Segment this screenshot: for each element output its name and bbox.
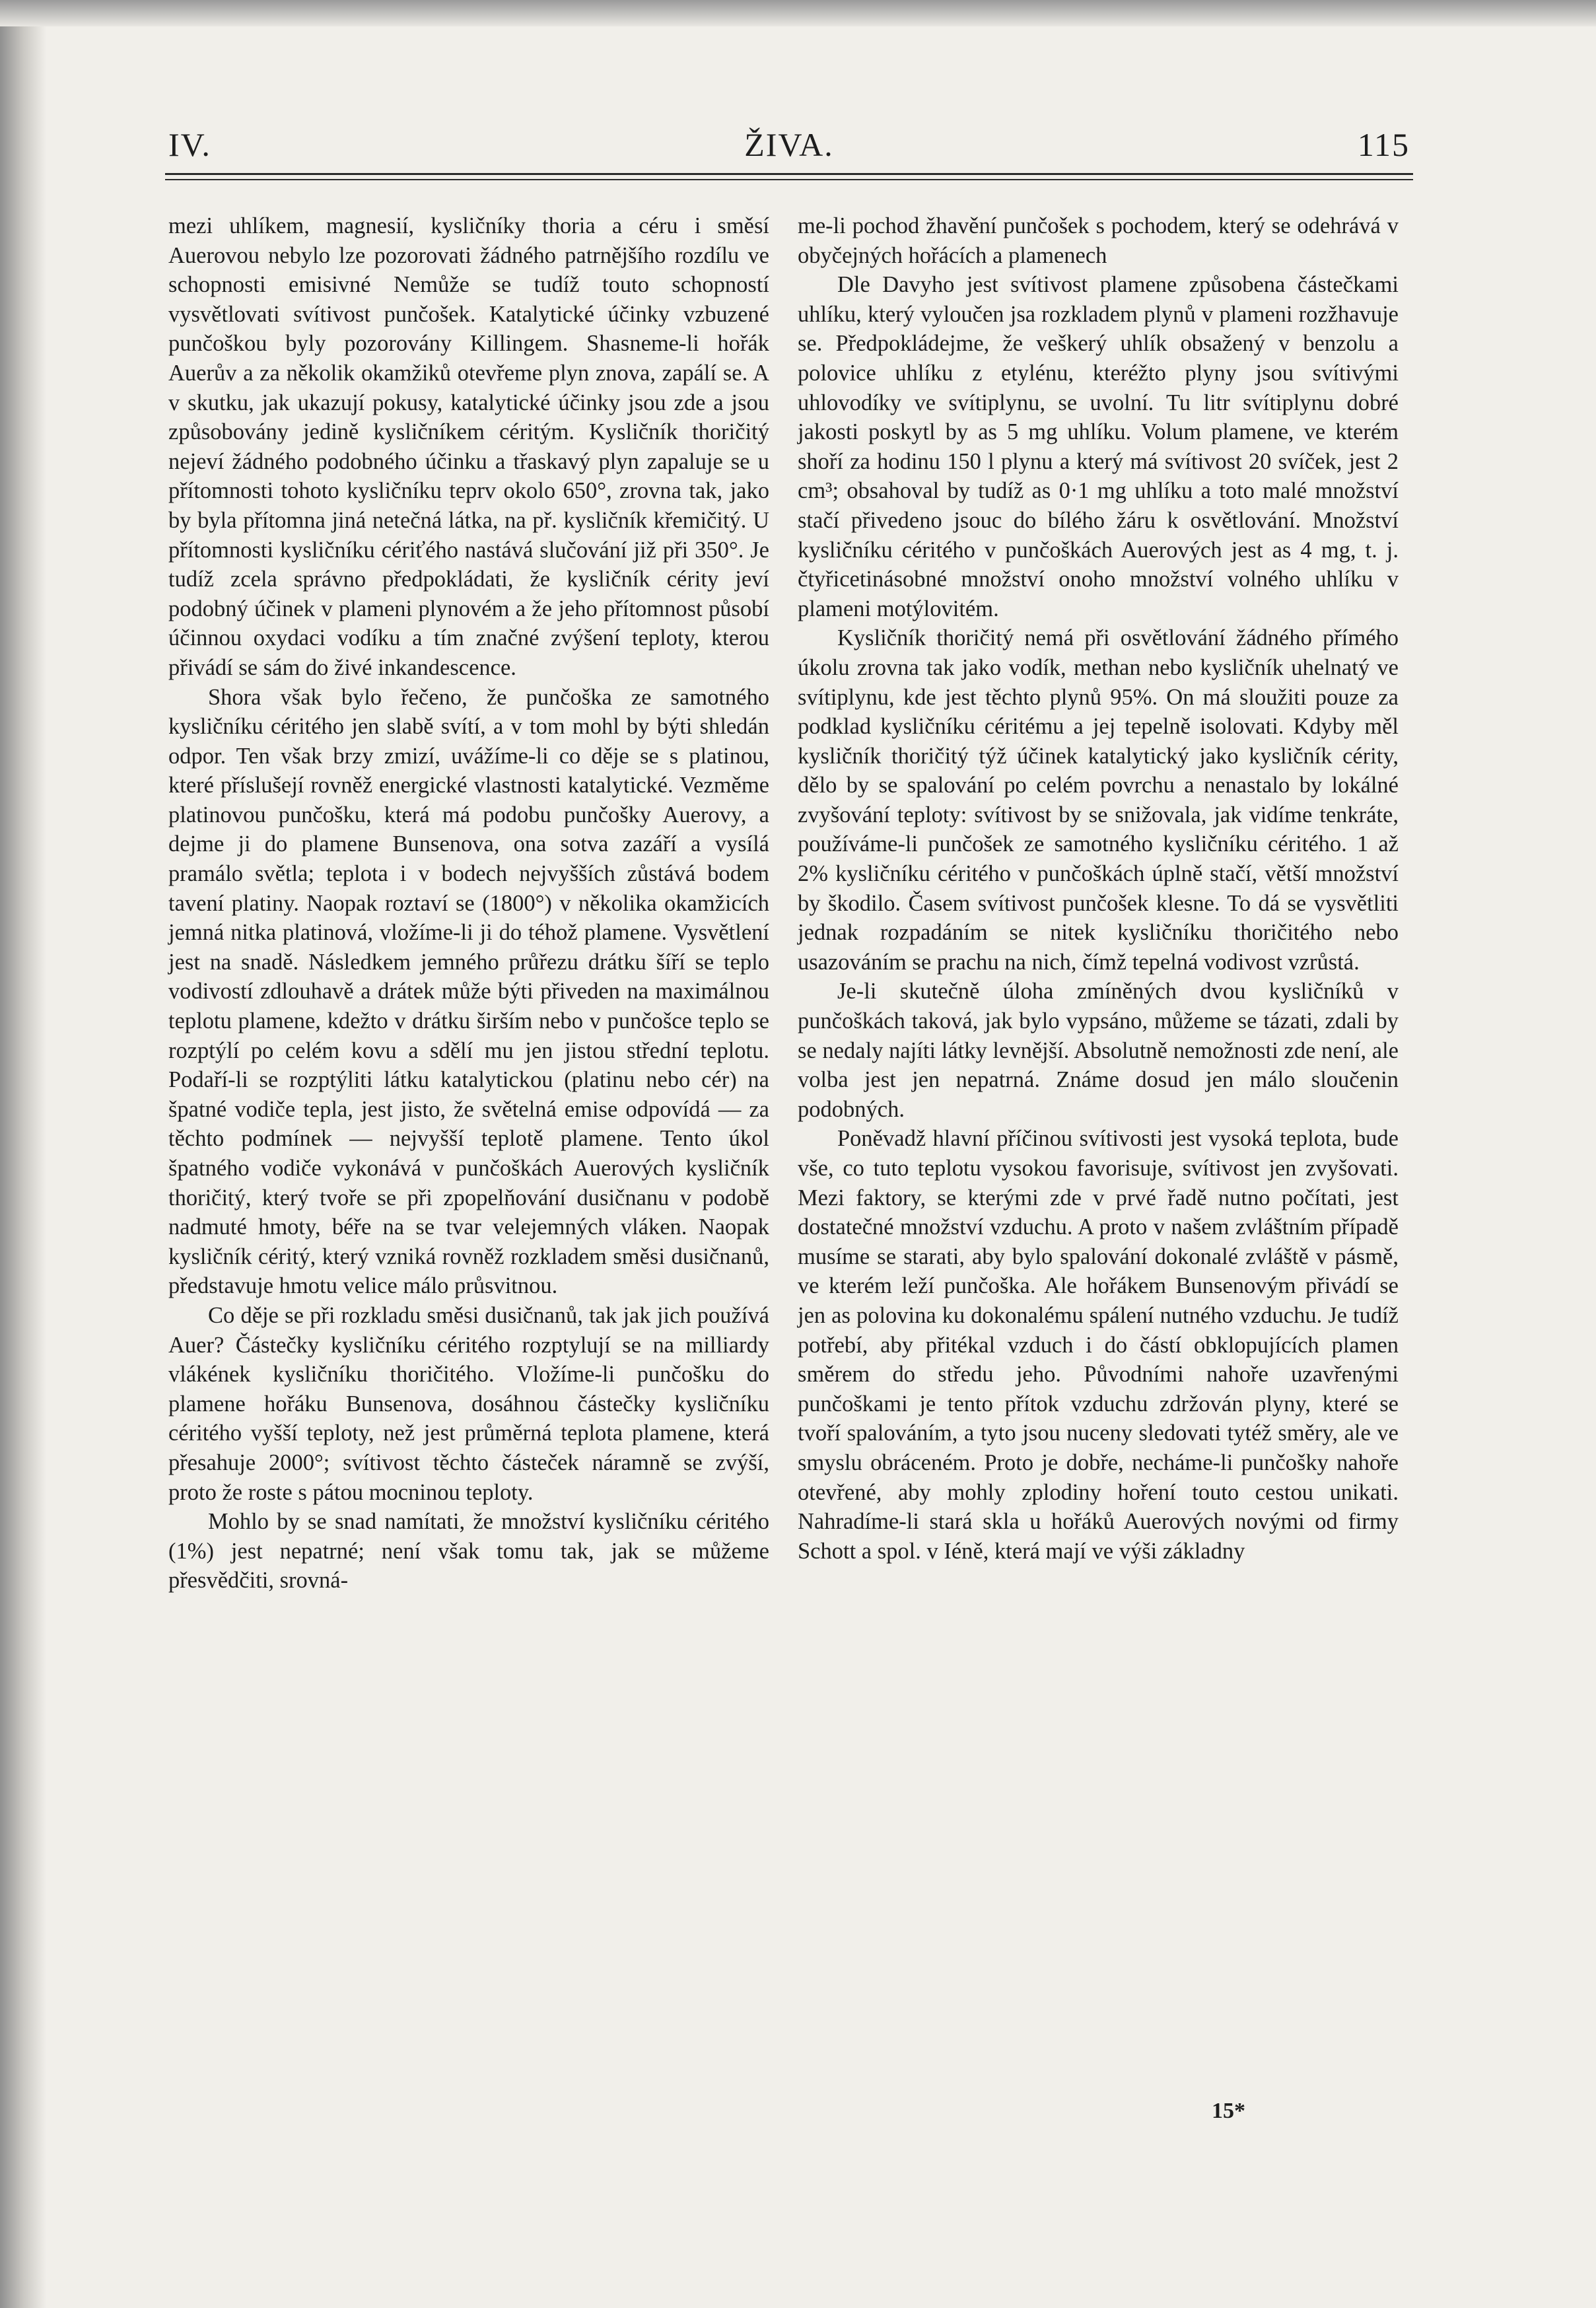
- header-rule-top: [165, 173, 1413, 175]
- header-rule-bottom: [165, 179, 1413, 180]
- left-column: [168, 211, 769, 1595]
- journal-title: ŽIVA.: [744, 126, 834, 163]
- scan-edge-shadow: [0, 0, 46, 2308]
- paragraph: mezi uhlíkem, magnesií, kysličníky thoria a céru i směsí Auerovou nebylo lze pozorovati žádného patrnějšího rozdílu ve schopnosti emisivné Nemůže se tudíž touto schopností vysvětlovati svítivost punčošek. Katalytické účinky vzbuzené punčoškou byly pozorovány Killingem. Shasneme-li hořák Auerův a za několik okamžiků otevřeme plyn znova, zapálí se. A v skutku, jak ukazují pokusy, katalytické účinky jsou zde a jsou způsobovány jedině kysličníkem céritým. Kysličník thoričitý nejeví žádného podobného účinku a třaskavý plyn zapaluje se u přítomnosti tohoto kysličníku teprv okolo 650°, zrovna tak, jako by byla přítomna jiná netečná látka, na př. kysličník křemičitý. U přítomnosti kysličníku cériťého nastává slučování již při 350°. Je tudíž zcela správno předpokládati, že kysličník cérity jeví podobný účinek v plameni plynovém a že jeho přítomnost působí účinnou oxydaci vodíku a tím značné zvýšení teploty, kterou přivádí se sám do živé inkandescence.: [168, 213, 769, 680]
- paragraph: Poněvadž hlavní příčinou svítivosti jest vysoká teplota, bude vše, co tuto teplotu vysokou favorisuje, svítivost jen zvyšovati. Mezi faktory, se kterými zde v prvé řadě nutno počítati, jest dostatečné množství vzduchu. A proto v našem zvláštním případě musíme se starati, aby bylo spalování dokonalé zvláště v pásmě, ve kterém leží punčoška. Ale hořákem Bunsenovým přivádí se jen as polovina ku dokonalému spálení nutného vzduchu. Je tudíž potřebí, aby přitékal vzduch i do částí obklopujících plamen směrem do středu jeho. Původními nahoře uzavřenými punčoškami je tento přítok vzduchu zdržován plyny, které se tvoří spalováním, a tyto jsou nuceny sledovati tytéž směry, ale ve smyslu obráceném. Proto je dobře, necháme-li punčošky nahoře otevřené, aby mohly zplodiny hoření touto cestou unikati. Nahradíme-li stará skla u hořáků Auerových novými od firmy Schott a spol. v Iéně, která mají ve výši základny: [798, 1126, 1399, 1564]
- paragraph: Kysličník thoričitý nemá při osvětlování žádného přímého úkolu zrovna tak jako vodík, methan nebo kysličník uhelnatý ve svítiplynu, kde jest těchto plynů 95%. On má sloužiti pouze za podklad kysličníku céritému a jej tepelně isolovati. Kdyby měl kysličník thoričitý týž účinek katalytický jako kysličník cérity, dělo by se spalování po celém povrchu a nenastalo by lokálné zvyšování teploty: svítivost by se snižovala, jak vidíme tenkráte, používáme-li punčošek ze samotného kysličníku céritého. 1 až 2% kysličníku céritého v punčoškách úplně stačí, větší množství by škodilo. Časem svítivost punčošek klesne. To dá se vysvětliti jednak rozpadáním se nitek kysličníku thoričitého nebo usazováním se prachu na nich, čímž tepelná vodivost vzrůstá.: [798, 625, 1399, 975]
- paragraph: Shora však bylo řečeno, že punčoška ze samotného kysličníku céritého jen slabě svítí, a v tom mohl by býti shledán odpor. Ten však brzy zmizí, uvážíme-li co děje se s platinou, které příslušejí rovněž energické vlastnosti katalytické. Vezměme platinovou punčošku, která má podobu punčošky Auerovy, a dejme ji do plamene Bunsenova, ona sotva zazáří a vysílá pramálo světla; teplota i v bodech nejvyšších zůstává bodem tavení platiny. Naopak roztaví se (1800°) v několika okamžicích jemná nitka platinová, vložíme-li ji do téhož plamene. Vysvětlení jest na snadě. Následkem jemného průřezu drátku šíří se teplo vodivostí zdlouhavě a drátek může býti přiveden na maximálnou teplotu plamene, kdežto v drátku širším nebo v punčošce teplo se rozptýlí po celém kovu a sdělí mu jen jistou střední teplotu. Podaří-li se rozptýliti látku katalytickou (platinu nebo cér) na špatné vodiče tepla, jest jisto, že světelná emise odpovídá — za těchto podmínek — nejvyšší teplotě plamene. Tento úkol špatného vodiče vykonává v punčoškách Auerových kysličník thoričitý, který tvoře se při zpopelňování dusičnanu v podobě nadmuté hmoty, béře na se tvar velejemných vláken. Naopak kysličník céritý, který vzniká rovněž rozkladem směsi dusičnanů, představuje hmotu velice málo průsvitnou.: [168, 684, 769, 1299]
- signature-mark: 15*: [1212, 2099, 1245, 2123]
- right-column: [798, 211, 1399, 1566]
- paragraph: Mohlo by se snad namítati, že množství kysličníku céritého (1%) jest nepatrné; není však tomu tak, jak se můžeme přesvědčiti, srovná-: [168, 1509, 769, 1593]
- paragraph: Je-li skutečně úloha zmíněných dvou kysličníků v punčoškách taková, jak bylo vypsáno, můžeme se tázati, zdali by se nedaly najíti látky levnější. Absolutně nemožnosti zde není, ale volba jest jen nepatrná. Známe dosud jen málo sloučenin podobných.: [798, 979, 1399, 1122]
- paragraph: me-li pochod žhavění punčošek s pochodem, který se odehrává v obyčejných hořácích a plamenech: [798, 213, 1399, 268]
- volume-number: IV.: [168, 126, 211, 163]
- page-number: 115: [1357, 126, 1410, 163]
- scan-top-shadow: [0, 0, 1596, 26]
- paragraph: Co děje se při rozkladu směsi dusičnanů, tak jak jich používá Auer? Částečky kysličníku céritého rozptylují se na milliardy vlákének kysličníku thoričitého. Vložíme-li punčošku do plamene hořáku Bunsenova, dosáhnou částečky kysličníku céritého vyšší teploty, než jest průměrná teplota plamene, která přesahuje 2000°; svítivost těchto částeček náramně se zvýší, proto že roste s pátou mocninou teploty.: [168, 1302, 769, 1505]
- paragraph: Dle Davyho jest svítivost plamene způsobena částečkami uhlíku, který vyloučen jsa rozkladem plynů v plameni rozžhavuje se. Předpokládejme, že veškerý uhlík obsažený v benzolu a polovice uhlíku z etylénu, kteréžto plyny jsou svítivými uhlovodíky ve svítiplynu, se uvolní. Tu litr svítiplynu dobré jakosti poskytl by as 5 mg uhlíku. Volum plamene, ve kterém shoří za hodinu 150 l plynu a který má svítivost 20 svíček, jest 2 cm³; obsahoval by tudíž as 0·1 mg uhlíku a toto malé množství stačí přivedeno jsouc do bílého žáru k osvětlování. Množství kysličníku céritého v punčoškách Auerových jest as 4 mg, t. j. čtyřicetinásobné množství onoho množství volného uhlíku v plameni motýlovitém.: [798, 272, 1399, 621]
- running-header: [168, 125, 1410, 178]
